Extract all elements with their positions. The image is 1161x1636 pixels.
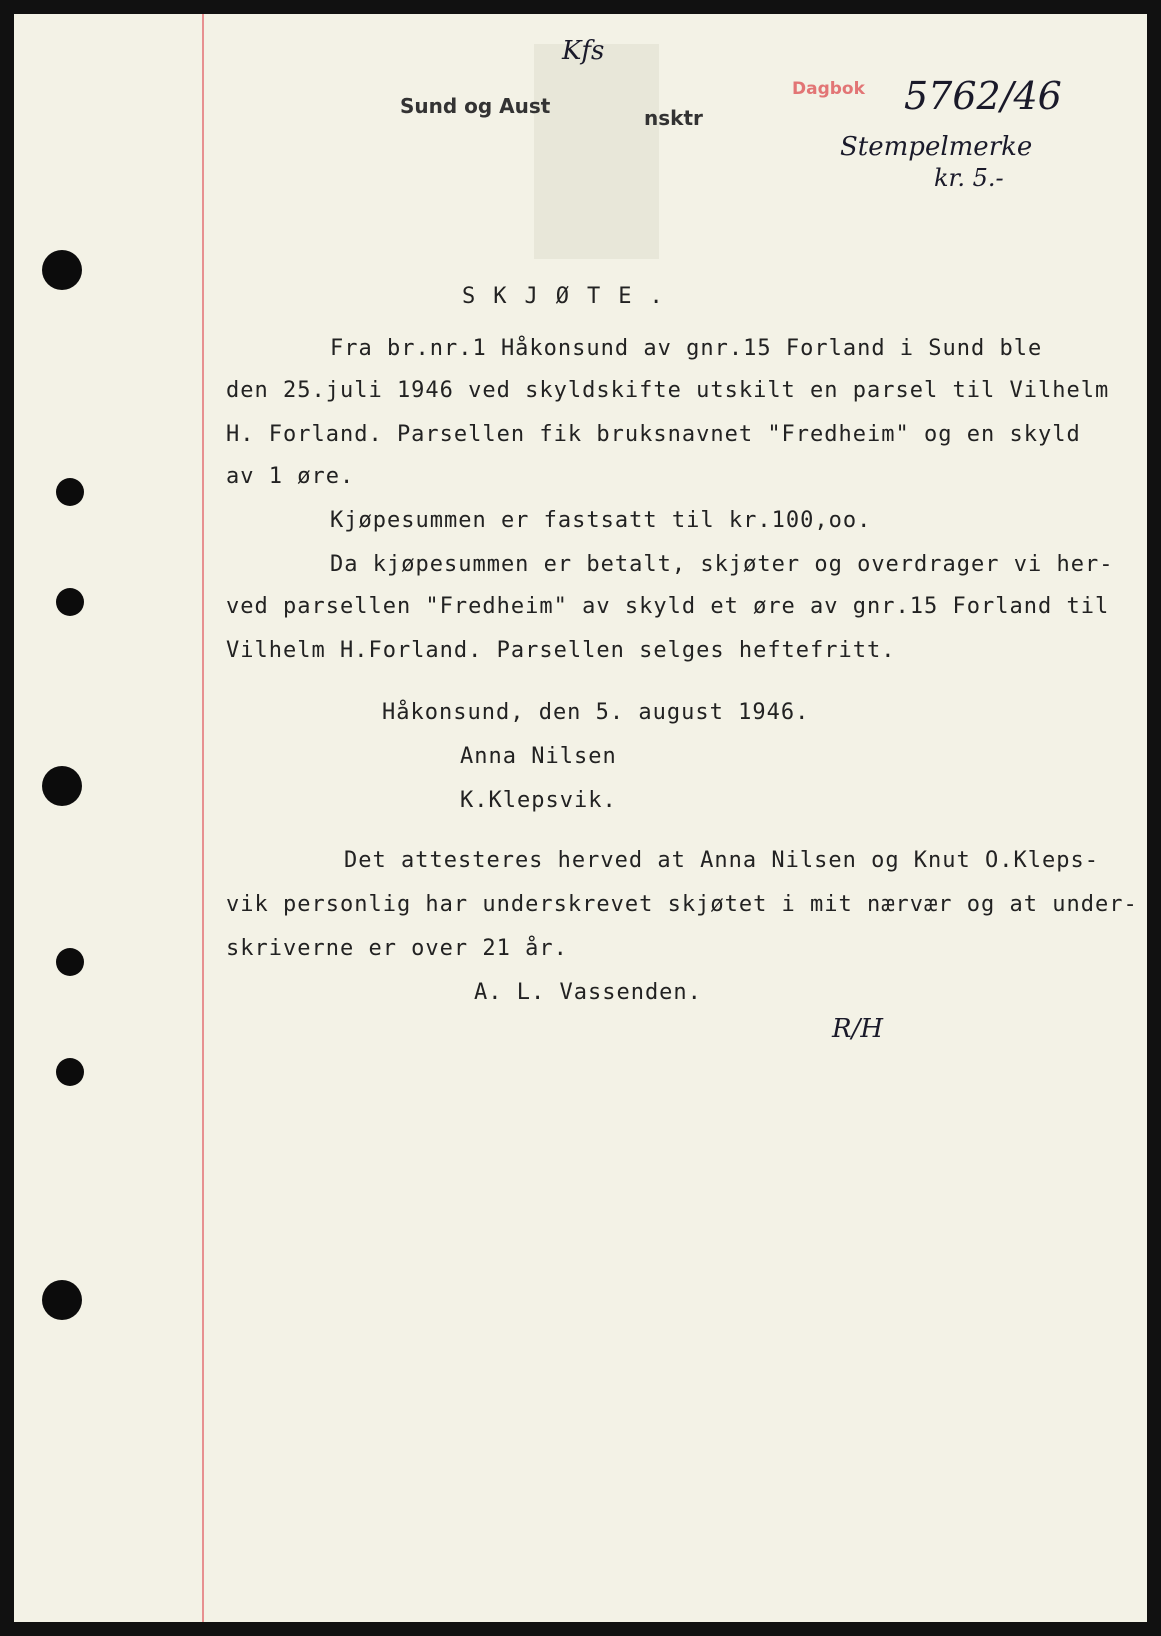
body-line: H. Forland. Parsellen fik bruksnavnet "Fredheim" og en skyld [226,422,1081,447]
body-line: ved parsellen "Fredheim" av skyld et øre av gnr.15 Forland til [226,594,1110,619]
margin-line [202,14,204,1622]
punch-hole [56,588,84,616]
document-title: SKJØTE. [462,284,681,309]
punch-hole [56,948,84,976]
attestation-line: Det attesteres herved at Anna Nilsen og Knut O.Kleps- [344,848,1099,873]
office-stamp-right: nsktr [644,106,703,130]
attestation-signer: A. L. Vassenden. [474,980,702,1005]
body-line: den 25.juli 1946 ved skyldskifte utskilt en parsel til Vilhelm [226,378,1110,403]
signer-2: K.Klepsvik. [460,788,617,813]
attestation-line: vik personlig har underskrevet skjøtet i mit nærvær og at under- [226,892,1138,917]
initials-top: Kfs [562,36,605,66]
place-date: Håkonsund, den 5. august 1946. [382,700,810,725]
body-line: Da kjøpesummen er betalt, skjøter og overdrager vi her- [330,552,1114,577]
registry-number: 5762/46 [904,74,1062,118]
punch-hole [56,478,84,506]
punch-hole [42,1280,82,1320]
signer-1: Anna Nilsen [460,744,617,769]
attestation-line: skriverne er over 21 år. [226,936,568,961]
office-stamp-left: Sund og Aust [400,94,551,118]
stamp-note-line2: kr. 5.- [934,164,1004,192]
red-stamp: Dagbok [792,79,865,99]
body-line: Vilhelm H.Forland. Parsellen selges heftefritt. [226,638,896,663]
initials-bottom: R/H [832,1014,884,1044]
stamp-note-line1: Stempelmerke [840,132,1033,162]
punch-hole [42,250,82,290]
punch-hole [42,766,82,806]
body-line: Kjøpesummen er fastsatt til kr.100,oo. [330,508,872,533]
body-line: av 1 øre. [226,464,355,489]
stamp-shadow [534,44,659,259]
punch-hole [56,1058,84,1086]
body-line: Fra br.nr.1 Håkonsund av gnr.15 Forland i Sund ble [330,336,1043,361]
document-page [14,14,1147,1622]
